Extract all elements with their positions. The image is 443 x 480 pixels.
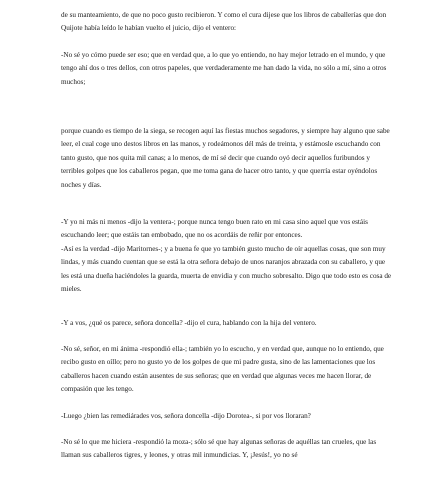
paragraph: -No sé yo cómo puede ser eso; que en verdad que, a lo que yo entiendo, no hay mejor letrado en el mundo, y que tengo ahí dos o tres dellos, con otros papeles, que verdaderamente me han dado la vida, no sólo a mí, sino a otros muchos; xyxy=(61,51,387,86)
paragraph: porque cuando es tiempo de la siega, se recogen aquí las fiestas muchos segadores, y siempre hay alguno que sabe leer, el cual coge uno destos libros en las manos, y rodeámonos dél más de treinta, y estámosle escuchando con tanto gusto, que nos quita mil canas; a lo menos, de mí sé decir que cuando oyó decir aquellos furibundos y terribles golpes que los caballeros pegan, que me toma gana de hacer otro tanto, y que querría estar oyéndolos noches y días. xyxy=(61,127,390,189)
paragraph: -Luego ¿bien las remediárades vos, señora doncella -dijo Dorotea-, si por vos lloraran? xyxy=(61,412,311,420)
paragraph: de su manteamiento, de que no poco gusto recibieron. Y como el cura dijese que los libros de caballerías que don Quijote había leído le habían vuelto el juicio, dijo el ventero: xyxy=(61,11,387,33)
paragraph: -Así es la verdad -dijo Maritornes-; y a buena fe que yo también gusto mucho de oír aquellas cosas, que son muy lindas, y más cuando cuentan que se está la otra señora debajo de unos naranjos abrazada con su caballero, y que les está una dueña haciéndoles la guarda, muerta de envidia y con mucho sobresalto. Digo que todo esto es cosa de mieles. xyxy=(61,245,392,294)
paragraph: -Y a vos, ¿qué os parece, señora doncella? -dijo el cura, hablando con la hija del ventero. xyxy=(61,319,317,327)
paragraph: -No sé, señor, en mi ánima -respondió ella-; también yo lo escucho, y en verdad que, aunque no lo entiendo, que recibo gusto en oíllo; pero no gusto yo de los golpes de que mi padre gusta, sino de las lamentaciones que los caballeros hacen cuando están ausentes de sus señoras; que en verdad que algunas veces me hacen llorar, de compasión que les tengo. xyxy=(61,345,384,394)
paragraph: -Y yo ni más ni menos -dijo la ventera-; porque nunca tengo buen rato en mi casa sino aquel que vos estáis escuchando leer; que estáis tan embobado, que no os acordáis de reñir por entonces. xyxy=(61,218,368,240)
paragraph: -No sé lo que me hiciera -respondió la moza-; sólo sé que hay algunas señoras de aquéllas tan crueles, que las llaman sus caballeros tigres, y leones, y otras mil inmundicias. Y, ¡Jesús!, yo no sé xyxy=(61,438,377,460)
